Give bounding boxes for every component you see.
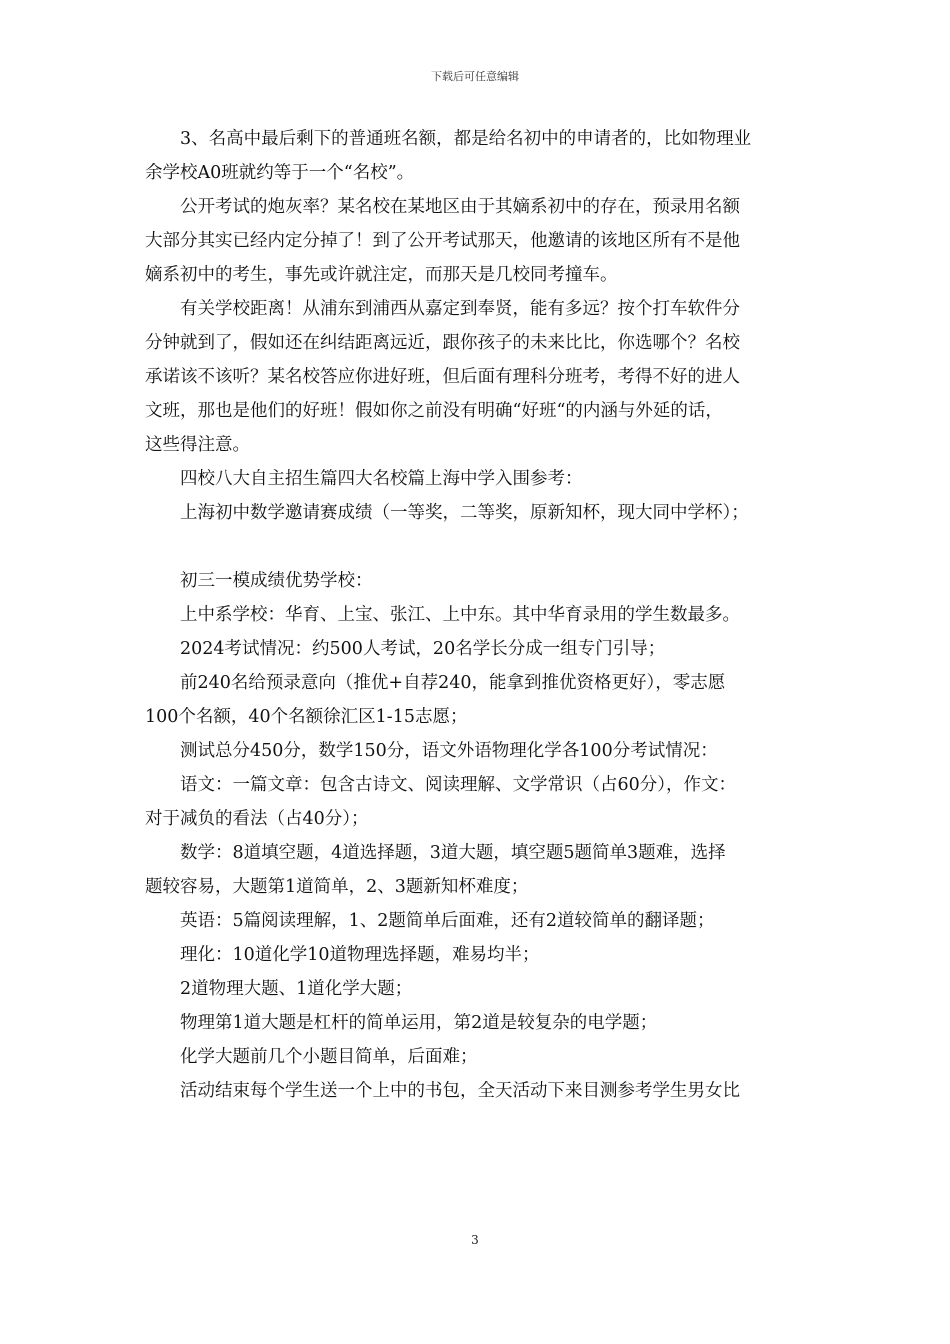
page-number: 3 <box>471 1233 479 1247</box>
text-line: 活动结束每个学生送一个上中的书包，全天活动下来目测参考学生男女比 <box>180 1081 740 1101</box>
paragraph <box>145 1040 817 1074</box>
document-body <box>145 122 817 1108</box>
text-line: 语文：一篇文章：包含古诗文、阅读理解、文学常识（占60分），作文： <box>180 775 737 795</box>
text-line: 嫡系初中的考生，事先或许就注定，而那天是几校同考撞车。 <box>145 265 618 285</box>
paragraph <box>145 666 817 734</box>
text-line: 上海初中数学邀请赛成绩（一等奖，二等奖，原新知杯，现大同中学杯）； <box>180 503 749 523</box>
paragraph <box>145 292 817 462</box>
paragraph <box>145 972 817 1006</box>
text-line: 四校八大自主招生篇四大名校篇上海中学入围参考： <box>180 469 583 489</box>
paragraph <box>145 904 817 938</box>
paragraph <box>145 496 817 530</box>
paragraph <box>145 632 817 666</box>
text-line: 有关学校距离！从浦东到浦西从嘉定到奉贤，能有多远？按个打车软件分 <box>180 299 740 319</box>
paragraph <box>145 1074 817 1108</box>
text-line: 承诺该不该听？某名校答应你进好班，但后面有理科分班考，考得不好的进人 <box>145 367 740 387</box>
text-line: 测试总分450分，数学150分，语文外语物理化学各100分考试情况： <box>180 741 718 761</box>
paragraph <box>145 462 817 496</box>
text-line: 3、名高中最后剩下的普通班名额，都是给名初中的申请者的，比如物理业 <box>180 129 752 149</box>
paragraph <box>145 564 817 598</box>
text-line: 英语：5篇阅读理解，1、2题简单后面难，还有2道较简单的翻译题； <box>180 911 715 931</box>
text-line: 文班，那也是他们的好班！假如你之前没有明确“好班“的内涵与外延的话， <box>145 401 723 421</box>
text-line: 对于减负的看法（占40分）； <box>145 809 369 829</box>
text-line: 公开考试的炮灰率？某名校在某地区由于其嫡系初中的存在，预录用名额 <box>180 197 740 217</box>
text-line: 物理第1道大题是杠杆的简单运用，第2道是较复杂的电学题； <box>180 1013 658 1033</box>
text-line: 这些得注意。 <box>145 435 250 455</box>
text-line: 理化：10道化学10道物理选择题，难易均半； <box>180 945 540 965</box>
text-line: 前240名给预录意向（推优+自荐240，能拿到推优资格更好），零志愿 <box>180 673 726 693</box>
paragraph <box>145 836 817 904</box>
text-line: 2024考试情况：约500人考试，20名学长分成一组专门引导； <box>180 639 666 659</box>
text-line: 初三一模成绩优势学校： <box>180 571 373 591</box>
text-line: 大部分其实已经内定分掉了！到了公开考试那天，他邀请的该地区所有不是他 <box>145 231 740 251</box>
paragraph <box>145 734 817 768</box>
text-line: 2道物理大题、1道化学大题； <box>180 979 413 999</box>
paragraph <box>145 598 817 632</box>
paragraph <box>145 190 817 292</box>
text-line: 数学：8道填空题，4道选择题，3道大题，填空题5题简单3题难，选择 <box>180 843 726 863</box>
text-line: 题较容易，大题第1道简单，2、3题新知杯难度； <box>145 877 529 897</box>
page-header: 下载后可任意编辑 <box>431 70 519 83</box>
paragraph <box>145 122 817 190</box>
paragraph <box>145 1006 817 1040</box>
paragraph <box>145 938 817 972</box>
paragraph <box>145 768 817 836</box>
blank-line <box>145 530 817 564</box>
text-line: 分钟就到了，假如还在纠结距离远近，跟你孩子的未来比比，你选哪个？名校 <box>145 333 740 353</box>
text-line: 上中系学校：华育、上宝、张江、上中东。其中华育录用的学生数最多。 <box>180 605 740 625</box>
text-line: 化学大题前几个小题目简单，后面难； <box>180 1047 478 1067</box>
text-line: 100个名额，40个名额徐汇区1-15志愿； <box>145 707 468 727</box>
text-line: 余学校A0班就约等于一个“名校”。 <box>145 163 415 183</box>
